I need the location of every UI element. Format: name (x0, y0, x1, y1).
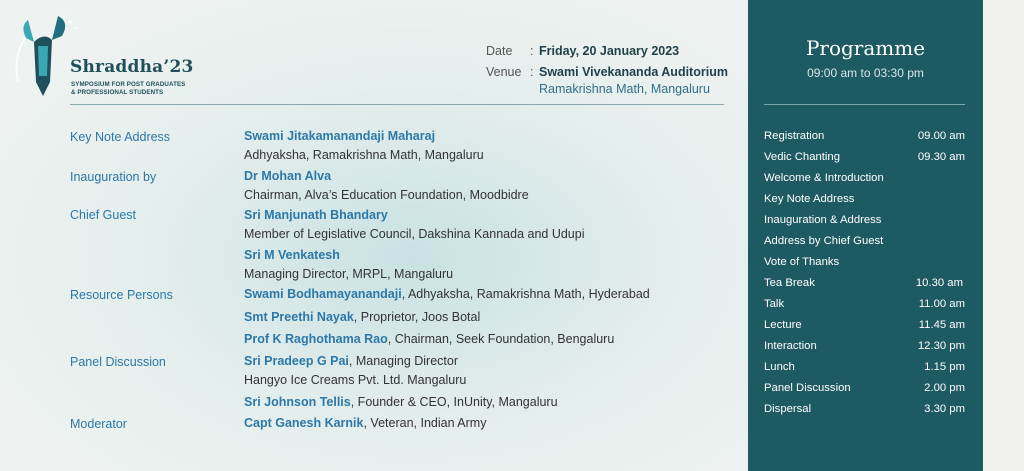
schedule-item-time: 2.00 pm (924, 382, 965, 394)
date-separator: : (530, 44, 534, 58)
schedule-item-label: Lunch (764, 361, 795, 373)
schedule-item-label: Inauguration & Address (764, 214, 882, 226)
role-keynote: Key Note Address (70, 130, 171, 144)
schedule-item-label: Key Note Address (764, 193, 855, 205)
panelist-2-name: Sri Johnson Tellis (244, 395, 351, 409)
inauguration-name: Dr Mohan Alva (244, 169, 332, 183)
panelist-1-detail: , Managing Director (348, 354, 458, 368)
schedule-item-time: 09.30 am (917, 151, 965, 163)
right-margin (983, 0, 1024, 471)
resource-person-2 (244, 308, 480, 327)
chief-guest-1-detail: Member of Legislative Council, Dakshina Kannada and Udupi (244, 227, 585, 241)
panelist-1-name: Sri Pradeep G Pai (244, 354, 349, 368)
keynote-entry (244, 127, 484, 165)
logo-subtitle-line1: SYMPOSIUM FOR POST GRADUATES (71, 81, 186, 88)
programme-schedule (748, 0, 983, 471)
schedule-item-time: 11.45 am (918, 319, 965, 331)
schedule-item-label: Vote of Thanks (764, 256, 840, 268)
schedule-item-time: 3.30 pm (924, 403, 965, 415)
schedule-item-time: 12.30 pm (917, 340, 965, 352)
inauguration-entry (244, 167, 529, 205)
keynote-detail: Adhyaksha, Ramakrishna Math, Mangaluru (244, 148, 484, 162)
role-chief-guest: Chief Guest (70, 208, 137, 222)
chief-guest-2-detail: Managing Director, MRPL, Mangaluru (244, 267, 454, 281)
date-value: Friday, 20 January 2023 (539, 44, 680, 58)
panelist-1 (244, 352, 466, 390)
schedule-item-label: Vedic Chanting (764, 151, 840, 163)
schedule-item-label: Interaction (764, 340, 817, 352)
panelist-2 (244, 393, 558, 412)
schedule-item-label: Dispersal (764, 403, 812, 415)
role-panel-discussion: Panel Discussion (70, 355, 166, 369)
panelist-1-detail-line2: Hangyo Ice Creams Pvt. Ltd. Mangaluru (244, 373, 467, 387)
resource-person-1 (244, 285, 650, 304)
resource-person-3-detail: , Chairman, Seek Foundation, Bengaluru (387, 332, 615, 346)
resource-person-3-name: Prof K Raghothama Rao (244, 332, 388, 346)
inauguration-detail: Chairman, Alva’s Education Foundation, Moodbidre (244, 188, 529, 202)
programme-title: Programme (805, 36, 926, 60)
schedule-item-label: Lecture (764, 319, 802, 331)
schedule-item-label: Welcome & Introduction (764, 172, 884, 184)
role-resource-persons: Resource Persons (70, 288, 173, 302)
schedule-item-time: 11.00 am (918, 298, 965, 310)
schedule-item-time: 10.30 am (915, 277, 963, 289)
venue-label: Venue (486, 65, 522, 79)
keynote-name: Swami Jitakamanandaji Maharaj (244, 129, 436, 143)
resource-person-3 (244, 330, 614, 349)
venue-line2: Ramakrishna Math, Mangaluru (539, 82, 710, 96)
panelist-2-detail: , Founder & CEO, InUnity, Mangaluru (350, 395, 558, 409)
date-label: Date (486, 44, 513, 58)
logo-subtitle-line2: & PROFESSIONAL STUDENTS (71, 88, 164, 96)
schedule-item-label: Tea Break (764, 277, 815, 289)
moderator-entry (244, 414, 486, 433)
resource-person-1-detail: , Adhyaksha, Ramakrishna Math, Hyderabad (401, 287, 650, 301)
programme-time-range: 09:00 am to 03:30 pm (807, 66, 924, 80)
programme-divider (764, 104, 965, 105)
schedule-item-label: Talk (764, 298, 785, 310)
logo-subtitle (71, 81, 185, 96)
venue-line1: Swami Vivekananda Auditorium (539, 65, 728, 79)
schedule-item-label: Panel Discussion (764, 382, 851, 394)
chief-guest-1-name: Sri Manjunath Bhandary (244, 208, 388, 222)
schedule-item-time: 1.15 pm (924, 361, 965, 373)
chief-guest-2-name: Sri M Venkatesh (244, 248, 340, 262)
schedule-item-label: Registration (764, 130, 825, 142)
schedule-item-label: Address by Chief Guest (764, 235, 884, 247)
moderator-detail: , Veteran, Indian Army (363, 416, 487, 430)
header-divider (70, 104, 724, 105)
resource-person-1-name: Swami Bodhamayanandaji (244, 287, 402, 301)
moderator-name: Capt Ganesh Karnik (244, 416, 364, 430)
schedule-item-time: 09.00 am (917, 130, 965, 142)
role-moderator: Moderator (70, 417, 127, 431)
resource-person-2-detail: , Proprietor, Joos Botal (353, 310, 481, 324)
venue-separator: : (530, 65, 534, 79)
chief-guest-entry-2 (244, 246, 453, 284)
role-inauguration: Inauguration by (70, 170, 157, 184)
chief-guest-entry-1 (244, 206, 584, 244)
logo-title: Shraddha’23 (70, 57, 194, 77)
resource-person-2-name: Smt Preethi Nayak (244, 310, 354, 324)
